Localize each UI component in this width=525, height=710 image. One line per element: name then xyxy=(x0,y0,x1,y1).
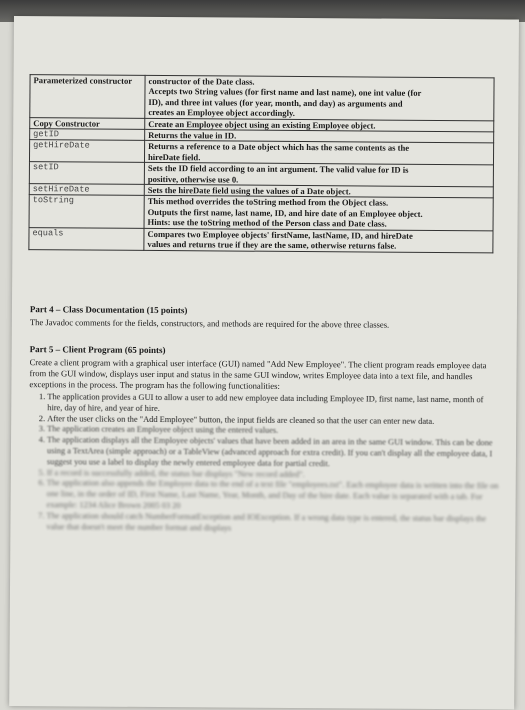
methods-table xyxy=(28,74,494,253)
description-line: Returns a reference to a Date object which has the same contents as the xyxy=(148,141,410,154)
description-line: Sets the hireDate field using the values of a Date object. xyxy=(147,185,351,197)
description-line: Sets the ID field according to an int argument. The valid value for ID is xyxy=(147,163,409,176)
part5-text: Create a client program with a graphical user interface (GUI) named "Add New Employee". The client program reads employee data from the GUI window, displays user input and status in the same GUI window, writes Employee data into a text file, and handles exceptions in the process. The program has the following functionalities: xyxy=(29,357,487,391)
description-line: values and returns true if they are the same, otherwise returns false. xyxy=(147,239,397,251)
member-name-cell: equals xyxy=(29,227,144,250)
member-description-cell xyxy=(144,141,493,165)
list-item: 6. The application also appends the Employee data to the end of a text file "employees.txt". Each employee data is written into the file on one line, in the order of ID, First Name, Last Name, Year, Month, and Day of the hire date. Each value is separated with a tab. For example: 1234 Alice Brown 2005 03 20 xyxy=(47,479,499,515)
list-item: 5. If a record is successfully added, the status bar displays "New record added". xyxy=(47,468,499,482)
description-line: Create an Employee object using an existing Employee object. xyxy=(148,118,376,131)
table-row xyxy=(30,75,494,121)
description-line: positive, otherwise use 0. xyxy=(147,173,239,185)
member-description-cell xyxy=(144,228,493,252)
table-row xyxy=(29,195,493,230)
methods-table-body xyxy=(29,75,494,253)
list-item: 4. The application displays all the Employee objects' values that have been added in an area in the same GUI window. This can be done using a TextArea (simple approach) or a TableView (advanced approach for extra credit). If you can't display all the employee data, I suggest you use a label to display the newly entered employee data for partial credit. xyxy=(47,435,499,471)
table-row xyxy=(29,140,493,165)
part5-section xyxy=(28,344,499,536)
member-name-cell: getID xyxy=(30,129,145,141)
document-page xyxy=(9,16,519,710)
description-line: This method overrides the toString method from the Object class. xyxy=(147,196,389,209)
table-row xyxy=(29,227,493,252)
part5-heading: Part 5 – Client Program (65 points) xyxy=(29,344,166,356)
member-name-cell: setHireDate xyxy=(29,184,144,196)
description-line: Compares two Employee objects' firstName, lastName, ID, and hireDate xyxy=(147,228,413,241)
member-name-cell: setID xyxy=(29,162,144,185)
description-line: creates an Employee object accordingly. xyxy=(148,107,295,119)
member-name-cell: Parameterized constructor xyxy=(30,75,145,118)
description-line: constructor of the Date class. xyxy=(148,75,255,87)
table-row xyxy=(29,162,493,187)
list-item: 7. The application should catch NumberFormatException and IOException. If a wrong data type is entered, the status bar displays the value that doesn't meet the number format and displays xyxy=(46,511,498,536)
functionality-list xyxy=(28,392,499,536)
description-line: Returns the value in ID. xyxy=(148,129,237,141)
part4-text: The Javadoc comments for the fields, constructors, and methods are required for the above three classes. xyxy=(29,317,390,330)
member-name-cell: Copy Constructor xyxy=(30,117,145,129)
list-item: 2. After the user clicks on the "Add Employee" button, the input fields are cleaned so that the user can enter new data. xyxy=(47,414,499,428)
description-line: ID), and three int values (for year, month, and day) as arguments and xyxy=(148,96,403,109)
member-description-cell xyxy=(145,75,494,120)
description-line: Accepts two String values (for first name and last name), one int value (for xyxy=(148,86,422,99)
list-item: 1. The application provides a GUI to allow a user to add new employee data including Employee ID, first name, last name, month of hire, day of hire, and year of hire. xyxy=(47,392,499,417)
part4-heading: Part 4 – Class Documentation (15 points) xyxy=(29,304,188,316)
part4-section xyxy=(30,304,500,331)
member-name-cell: toString xyxy=(29,195,144,228)
member-description-cell xyxy=(144,163,493,187)
description-line: Outputs the first name, last name, ID, and hire date of an Employee object. xyxy=(147,206,423,219)
member-name-cell: getHireDate xyxy=(29,140,144,163)
list-item: 3. The application creates an Employee object using the entered values. xyxy=(47,425,499,439)
description-line: Hints: use the toString method of the Person class and Date class. xyxy=(147,217,387,229)
member-description-cell xyxy=(144,196,493,231)
description-line: hireDate field. xyxy=(147,151,201,163)
